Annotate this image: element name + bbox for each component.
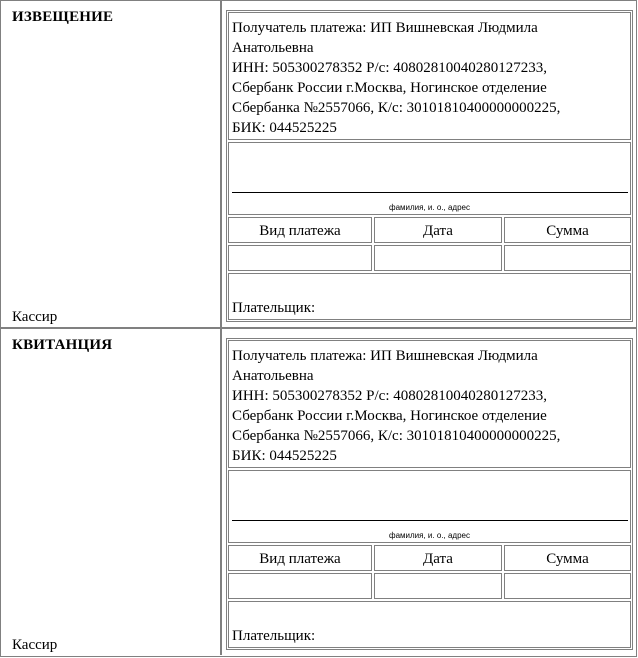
date-cell[interactable]: [374, 245, 502, 271]
payer-label: Плательщик:: [232, 300, 316, 316]
recipient-line: Сбербанка №2557066, К/с: 30101810400000000225,: [232, 100, 561, 116]
amount-cell[interactable]: [504, 573, 631, 599]
signature-line: [232, 520, 628, 521]
date-cell[interactable]: [374, 573, 502, 599]
header-amount: Сумма: [504, 217, 631, 243]
payer-cell[interactable]: [228, 273, 631, 320]
cashier-label: Кассир: [12, 309, 58, 325]
recipient-line: БИК: 044525225: [232, 120, 337, 136]
recipient-line: Анатольевна: [232, 40, 314, 56]
details-table: [226, 338, 633, 650]
recipient-line: Получатель платежа: ИП Вишневская Людмила: [232, 20, 538, 36]
receipt-details: [222, 329, 636, 655]
notice-section: [1, 1, 636, 327]
recipient-line: Сбербанк России г.Москва, Ногинское отделение: [232, 80, 547, 96]
payer-cell[interactable]: [228, 601, 631, 648]
payer-label: Плательщик:: [232, 628, 316, 644]
payment-type-cell[interactable]: [228, 573, 372, 599]
receipt-left-panel: [1, 329, 220, 655]
signature-caption: фамилия, и. о., адрес: [389, 203, 470, 212]
receipt-section: [1, 329, 636, 655]
signature-caption: фамилия, и. о., адрес: [389, 531, 470, 540]
header-date: Дата: [374, 545, 502, 571]
payment-type-cell[interactable]: [228, 245, 372, 271]
notice-left-panel: [1, 1, 220, 327]
payer-name-field[interactable]: [228, 470, 631, 543]
header-payment-type: Вид платежа: [228, 217, 372, 243]
cashier-label: Кассир: [12, 637, 58, 653]
recipient-line: ИНН: 505300278352 Р/с: 40802810040280127233,: [232, 388, 547, 404]
recipient-line: Сбербанк России г.Москва, Ногинское отделение: [232, 408, 547, 424]
header-amount: Сумма: [504, 545, 631, 571]
recipient-line: Сбербанка №2557066, К/с: 30101810400000000225,: [232, 428, 561, 444]
recipient-line: Получатель платежа: ИП Вишневская Людмила: [232, 348, 538, 364]
receipt-title: КВИТАНЦИЯ: [12, 337, 113, 353]
header-date: Дата: [374, 217, 502, 243]
amount-cell[interactable]: [504, 245, 631, 271]
signature-line: [232, 192, 628, 193]
recipient-info: [228, 12, 631, 140]
recipient-info: [228, 340, 631, 468]
notice-details: [222, 1, 636, 327]
payer-name-field[interactable]: [228, 142, 631, 215]
header-payment-type: Вид платежа: [228, 545, 372, 571]
notice-title: ИЗВЕЩЕНИЕ: [12, 9, 114, 25]
recipient-line: Анатольевна: [232, 368, 314, 384]
recipient-line: ИНН: 505300278352 Р/с: 40802810040280127233,: [232, 60, 547, 76]
details-table: [226, 10, 633, 322]
recipient-line: БИК: 044525225: [232, 448, 337, 464]
